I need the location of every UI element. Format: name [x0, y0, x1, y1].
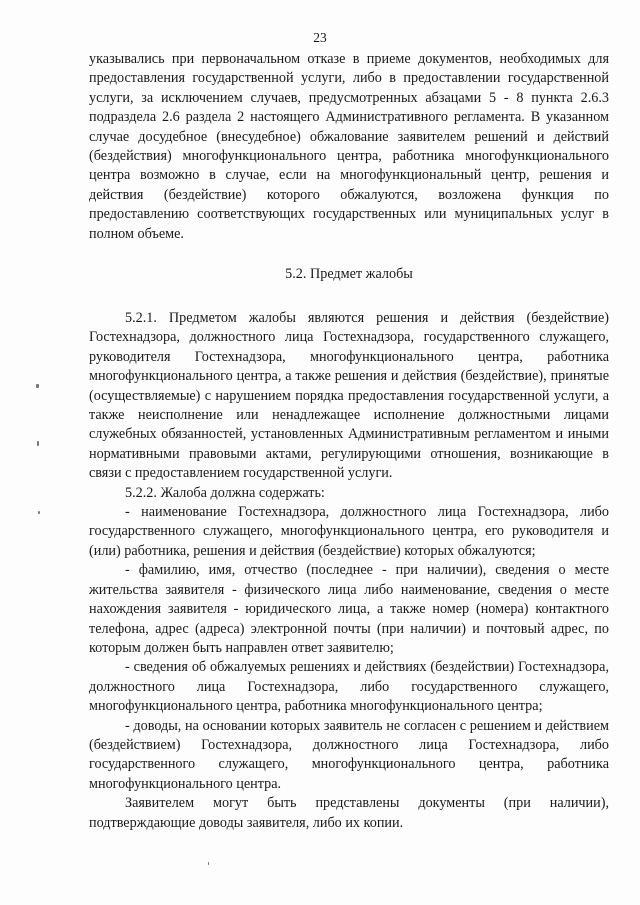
list-item-3: - сведения об обжалуемых решениях и действиях (бездействии) Гостехнадзора, должностного лица Гостехнадзора, либо государственного служащего, многофункционального центра, работника многофункционального центра; — [89, 659, 609, 715]
text-block-main — [89, 309, 609, 833]
section-heading: 5.2. Предмет жалобы — [285, 266, 413, 282]
paragraph-5-2-2: 5.2.2. Жалоба должна содержать: — [125, 484, 325, 501]
paragraph-5-2-1: 5.2.1. Предметом жалобы являются решения и действия (бездействие) Гостехнадзора, должностного лица Гостехнадзора, государственного служащего, руководителя Гостехнадзора, многофункционального центра, работника многофункционального центра, а также решения и действия (бездействие), принятые (осуществляемые) с нарушением порядка предоставления государственной услуги, а также неисполнение или ненадлежащее исполнение должностными лицами служебных обязанностей, установленных Административным регламентом и иными нормативными правовыми актами, регулирующими отношения, возникающие в связи с предоставлением государственной услуги. — [89, 310, 609, 482]
margin-dot — [36, 384, 39, 388]
paragraph-continuation: указывались при первоначальном отказе в приеме документов, необходимых для предоставления государственной услуги, либо в предоставлении государственной услуги, за исключением случаев, предусмотренных абзацами 5 - 8 пункта 2.6.3 подраздела 2.6 раздела 2 настоящего Административного регламента. В указанном случае досудебное (внесудебное) обжалование заявителем решений и действий (бездействия) многофункционального центра, работника многофункционального центра возможно в случае, если на многофункциональный центр, решения и действия (бездействие) которого обжалуются, возложена функция по предоставлению соответствующих государственных или муниципальных услуг в полном объеме. — [89, 51, 609, 242]
margin-dot — [208, 862, 209, 865]
page-number: 23 — [313, 30, 327, 45]
closing-paragraph: Заявителем могут быть представлены документы (при наличии), подтверждающие доводы заявителя, либо их копии. — [89, 795, 609, 831]
list-item-4: - доводы, на основании которых заявитель не согласен с решением и действием (бездействием) Гостехнадзора, должностного лица Гостехнадзора, либо государственного служащего, многофункционального центра, работника многофункционального центра. — [89, 717, 609, 792]
list-item-2: - фамилию, имя, отчество (последнее - при наличии), сведения о месте жительства заявителя - физического лица либо наименование, сведения о месте нахождения заявителя - юридического лица, а также номер (номера) контактного телефона, адрес (адреса) электронной почты (при наличии) и почтовый адрес, по которым должен быть направлен ответ заявителю; — [89, 562, 609, 656]
text-block-top — [89, 50, 609, 244]
margin-dot — [38, 511, 40, 514]
margin-dot — [37, 441, 39, 446]
list-item-1: - наименование Гостехнадзора, должностного лица Гостехнадзора, либо государственного служащего, многофункционального центра, его руководителя и (или) работника, решения и действия (бездействие) которых обжалуются; — [89, 504, 609, 559]
